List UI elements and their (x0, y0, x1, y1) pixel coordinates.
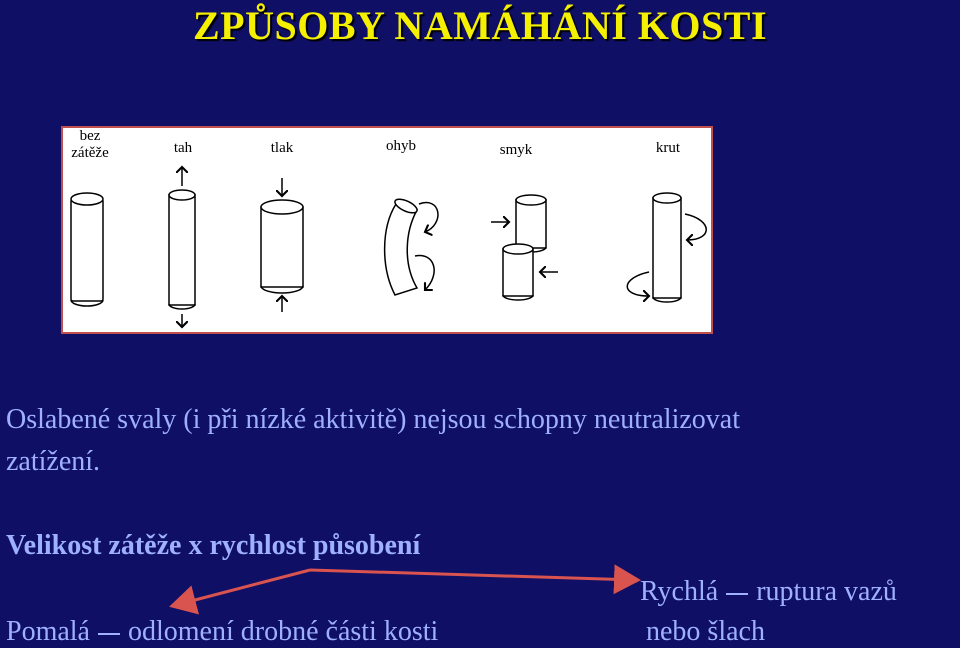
slow-outcome (6, 616, 438, 648)
loading-heading: Velikost zátěže x rychlost působení (6, 530, 421, 561)
label-no-load (65, 128, 115, 162)
slow-dash (98, 633, 120, 635)
fast-label: Rychlá (640, 576, 719, 607)
fast-outcome (640, 576, 897, 608)
label-bending: ohyb (386, 138, 416, 154)
torsion-bone-cylinder (653, 193, 681, 302)
loading-types-figure (61, 126, 713, 334)
loading-types-diagram (63, 128, 711, 332)
shear-bone-cylinder (503, 195, 546, 300)
label-shear: smyk (499, 142, 533, 158)
label-tension: tah (173, 140, 193, 156)
label-compression: tlak (270, 140, 294, 156)
fast-outcome-line2: nebo šlach (646, 616, 765, 647)
label-torsion: krut (655, 140, 681, 156)
slide-title: ZPŮSOBY NAMÁHÁNÍ KOSTI (192, 3, 768, 48)
unloaded-bone-cylinder (71, 193, 103, 306)
tension-bone-cylinder (169, 190, 195, 309)
arrow-to-fast (310, 570, 638, 580)
fast-dash (726, 593, 748, 595)
slow-text: odlomení drobné části kosti (128, 616, 439, 647)
label-no-load-line1: bez (79, 128, 101, 144)
compression-bone-cylinder (261, 200, 303, 293)
bending-bone-cylinder (385, 196, 419, 295)
arrow-to-slow (172, 570, 310, 606)
statement-line-2: zatížení. (6, 446, 101, 477)
slow-label: Pomalá (6, 616, 90, 647)
label-no-load-line2: zátěže (71, 145, 109, 161)
fast-text: ruptura vazů (756, 576, 897, 607)
statement-line-1: Oslabené svaly (i při nízké aktivitě) nejsou schopny neutralizovat (6, 404, 741, 435)
